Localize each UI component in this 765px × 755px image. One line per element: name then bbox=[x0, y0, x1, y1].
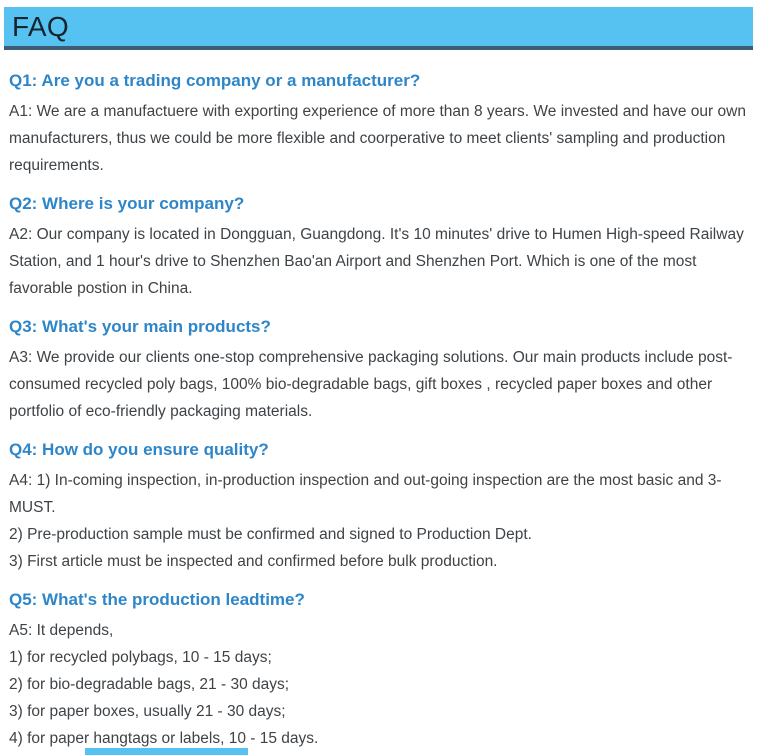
faq-answer-line: 1) for recycled polybags, 10 - 15 days; bbox=[9, 649, 272, 666]
faq-answer-line: 3) for paper boxes, usually 21 - 30 days; bbox=[9, 703, 286, 720]
faq-item bbox=[9, 70, 755, 179]
faq-answer-line: A3: We provide our clients one-stop comprehensive packaging solutions. Our main products include post-consumed recycled poly bags, 100% bio-degradable bags, gift boxes , recycled paper boxes and other portfolio of eco-friendly packaging materials. bbox=[9, 349, 733, 420]
faq-answer bbox=[9, 617, 755, 752]
faq-answer-line: A1: We are a manufactuere with exporting experience of more than 8 years. We invested and have our own manufacturers, thus we could be more flexible and coorperative to meet clients' sampling and production requirements. bbox=[9, 103, 746, 174]
faq-answer-line: 2) for bio-degradable bags, 21 - 30 days; bbox=[9, 676, 290, 693]
faq-answer bbox=[9, 98, 755, 179]
faq-item bbox=[9, 193, 755, 302]
faq-item bbox=[9, 439, 755, 575]
faq-item bbox=[9, 589, 755, 752]
faq-answer-line: A5: It depends, bbox=[9, 622, 114, 639]
faq-question: Q1: Are you a trading company or a manufacturer? bbox=[9, 71, 421, 90]
faq-answer-line: 2) Pre-production sample must be confirmed and signed to Production Dept. bbox=[9, 526, 532, 543]
faq-question: Q5: What's the production leadtime? bbox=[9, 590, 305, 609]
faq-answer bbox=[9, 467, 755, 575]
cut-off-next-section-bar bbox=[85, 748, 248, 755]
faq-question: Q4: How do you ensure quality? bbox=[9, 440, 269, 459]
faq-answer bbox=[9, 344, 755, 425]
faq-item bbox=[9, 316, 755, 425]
faq-answer-line: 4) for paper hangtags or labels, 10 - 15 days. bbox=[9, 730, 319, 747]
page-title: FAQ bbox=[12, 10, 69, 42]
faq-answer bbox=[9, 221, 755, 302]
faq-question: Q3: What's your main products? bbox=[9, 317, 271, 336]
faq-section-header bbox=[4, 7, 753, 50]
faq-answer-line: 3) First article must be inspected and confirmed before bulk production. bbox=[9, 553, 498, 570]
faq-question: Q2: Where is your company? bbox=[9, 194, 245, 213]
faq-list bbox=[0, 50, 765, 752]
faq-answer-line: A4: 1) In-coming inspection, in-production inspection and out-going inspection are the most basic and 3-MUST. bbox=[9, 472, 722, 516]
faq-answer-line: A2: Our company is located in Dongguan, Guangdong. It's 10 minutes' drive to Humen High-speed Railway Station, and 1 hour's drive to Shenzhen Bao'an Airport and Shenzhen Port. Which is one of the most favorable postion in China. bbox=[9, 226, 744, 297]
